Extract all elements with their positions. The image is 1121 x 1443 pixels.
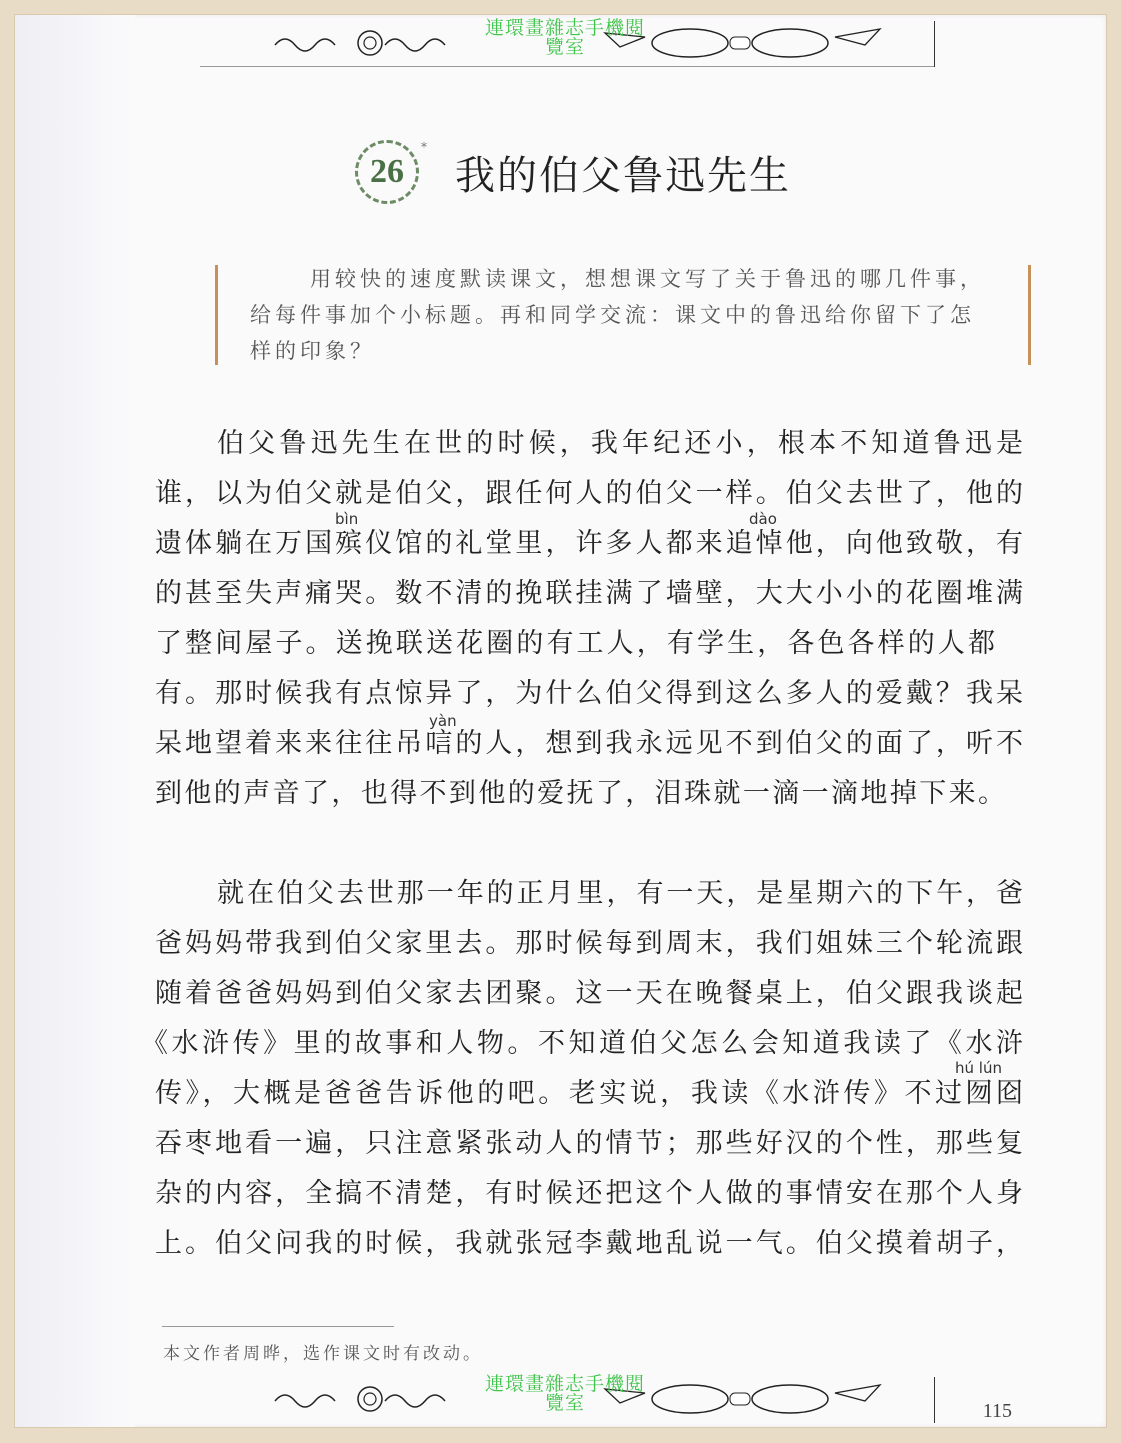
watermark-line2: 覽室	[544, 36, 585, 58]
lesson-number-badge: 26	[355, 140, 419, 204]
text-line: 谁，以为伯父就是伯父，跟任何人的伯父一样。伯父去世了，他的	[155, 478, 1023, 509]
lesson-title-text: 我的伯父鲁迅先生	[455, 152, 791, 199]
footnote: 本文作者周晔，选作课文时有改动。	[163, 1344, 483, 1364]
text-line: 《水浒传》里的故事和人物。不知道伯父怎么会知道我读了《水浒	[141, 1028, 1023, 1059]
prompt-line: 用较快的速度默读课文，想想课文写了关于鲁迅的哪几件事，	[310, 267, 985, 291]
text-line: 遗体躺在万国殡仪馆的礼堂里，许多人都来追悼他，向他致敬，有	[155, 528, 1023, 559]
text-line: 吞枣地看一遍，只注意紧张动人的情节；那些好汉的个性，那些复	[155, 1128, 1023, 1159]
text-line: 随着爸爸妈妈到伯父家去团聚。这一天在晚餐桌上，伯父跟我谈起	[155, 978, 1023, 1009]
footnote-divider	[162, 1326, 394, 1327]
bottom-watermark-banner	[200, 1373, 935, 1423]
top-watermark-banner	[200, 17, 935, 67]
text-line: 了整间屋子。送挽联送花圈的有工人，有学生，各色各样的人都	[155, 628, 995, 659]
prompt-line: 给每件事加个小标题。再和同学交流：课文中的鲁迅给你留下了怎	[250, 303, 975, 327]
text-line: 杂的内容，全搞不清楚，有时候还把这个人做的事情安在那个人身	[155, 1178, 1023, 1209]
watermark-line2: 覽室	[544, 1392, 585, 1414]
text-line: 伯父鲁迅先生在世的时候，我年纪还小，根本不知道鲁迅是	[217, 428, 1023, 459]
divider	[934, 21, 935, 67]
pinyin-annotation: bìn	[335, 510, 359, 528]
pinyin-annotation: yàn	[429, 712, 457, 730]
text-line: 爸妈妈带我到伯父家里去。那时候每到周末，我们姐妹三个轮流跟	[155, 928, 1023, 959]
textbook-page	[14, 14, 1107, 1428]
divider	[200, 66, 935, 67]
divider	[934, 1377, 935, 1423]
text-line: 到他的声音了，也得不到他的爱抚了，泪珠就一滴一滴地掉下来。	[155, 778, 1005, 809]
text-line: 呆地望着来来往往吊唁的人，想到我永远见不到伯父的面了，听不	[155, 728, 1023, 759]
text-line: 有。那时候我有点惊异了，为什么伯父得到这么多人的爱戴？我呆	[155, 678, 1023, 709]
lesson-title	[355, 140, 791, 204]
optional-lesson-mark: *	[421, 140, 427, 154]
text-line: 上。伯父问我的时候，我就张冠李戴地乱说一气。伯父摸着胡子，	[155, 1228, 1023, 1259]
watermark-text	[405, 19, 725, 57]
text-line: 的甚至失声痛哭。数不清的挽联挂满了墙壁，大大小小的花圈堆满	[155, 578, 1023, 609]
watermark-line1: 連環畫雜志手機閱	[484, 17, 645, 39]
watermark-text	[405, 1375, 725, 1413]
pinyin-annotation: hú lún	[955, 1059, 1002, 1077]
text-line: 传》，大概是爸爸告诉他的吧。老实说，我读《水浒传》不过囫囵	[155, 1078, 1023, 1109]
prompt-line: 样的印象？	[250, 339, 375, 363]
page-number: 115	[982, 1400, 1012, 1422]
watermark-line1: 連環畫雜志手機閱	[484, 1373, 645, 1395]
pinyin-annotation: dào	[749, 510, 777, 528]
text-line: 就在伯父去世那一年的正月里，有一天，是星期六的下午，爸	[217, 878, 1023, 909]
reading-prompt-box	[215, 265, 1031, 365]
scan-shadow	[15, 15, 135, 1427]
